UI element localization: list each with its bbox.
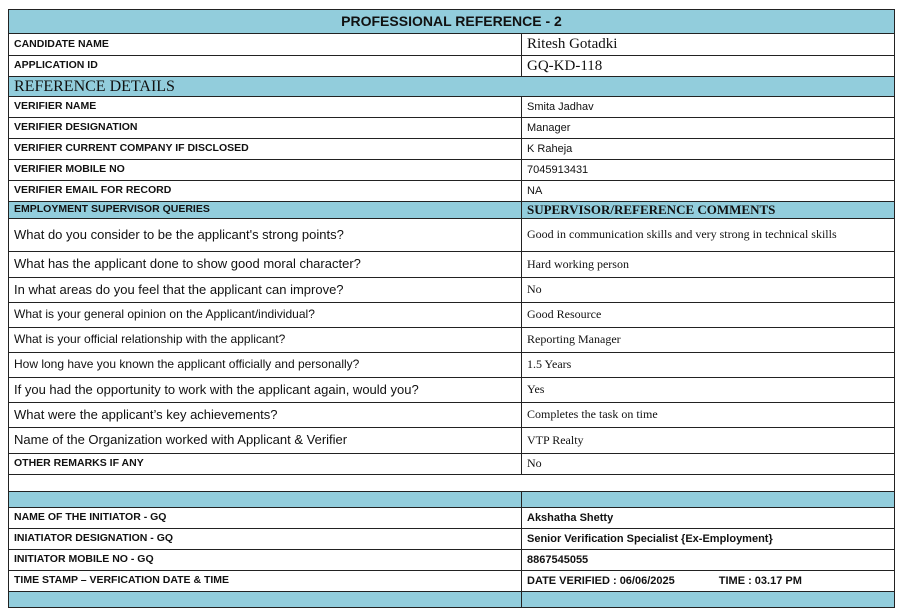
query-answer: Good Resource [522, 303, 895, 328]
time-verified: TIME : 03.17 PM [718, 574, 802, 587]
initiator-label: NAME OF THE INITIATOR - GQ [9, 508, 522, 529]
candidate-name-value: Ritesh Gotadki [522, 34, 895, 56]
spacer-row [9, 475, 895, 492]
initiator-value: Akshatha Shetty [522, 508, 895, 529]
initiator-label: INIATIATOR DESIGNATION - GQ [9, 529, 522, 550]
query-answer: Yes [522, 378, 895, 403]
query-answer: Reporting Manager [522, 328, 895, 353]
query-answer: No [522, 278, 895, 303]
verifier-value: Manager [522, 118, 895, 139]
other-remarks-label: OTHER REMARKS IF ANY [9, 454, 522, 475]
verifier-label: VERIFIER MOBILE NO [9, 160, 522, 181]
verifier-label: VERIFIER CURRENT COMPANY IF DISCLOSED [9, 139, 522, 160]
query-question: What do you consider to be the applicant's strong points? [9, 219, 522, 252]
query-question: What has the applicant done to show good moral character? [9, 252, 522, 278]
blue-divider [9, 592, 522, 608]
reference-details-heading: REFERENCE DETAILS [9, 77, 895, 97]
query-question: If you had the opportunity to work with the applicant again, would you? [9, 378, 522, 403]
verifier-value: 7045913431 [522, 160, 895, 181]
query-answer: Good in communication skills and very strong in technical skills [522, 219, 895, 252]
initiator-value: Senior Verification Specialist {Ex-Employment} [522, 529, 895, 550]
verifier-value: K Raheja [522, 139, 895, 160]
other-remarks-value: No [522, 454, 895, 475]
query-answer: Hard working person [522, 252, 895, 278]
form-title: PROFESSIONAL REFERENCE - 2 [9, 10, 895, 34]
query-question: How long have you known the applicant officially and personally? [9, 353, 522, 378]
queries-header: EMPLOYMENT SUPERVISOR QUERIES [9, 202, 522, 219]
query-question: What is your official relationship with the applicant? [9, 328, 522, 353]
verifier-value: NA [522, 181, 895, 202]
application-id-value: GQ-KD-118 [522, 56, 895, 77]
verifier-label: VERIFIER NAME [9, 97, 522, 118]
blue-divider [522, 592, 895, 608]
query-question: What is your general opinion on the Applicant/individual? [9, 303, 522, 328]
query-answer: 1.5 Years [522, 353, 895, 378]
query-answer: VTP Realty [522, 428, 895, 454]
query-question: In what areas do you feel that the applicant can improve? [9, 278, 522, 303]
blue-divider [9, 492, 522, 508]
candidate-name-label: CANDIDATE NAME [9, 34, 522, 56]
professional-reference-table [8, 9, 895, 608]
comments-header: SUPERVISOR/REFERENCE COMMENTS [522, 202, 895, 219]
verifier-value: Smita Jadhav [522, 97, 895, 118]
verifier-label: VERIFIER DESIGNATION [9, 118, 522, 139]
verifier-label: VERIFIER EMAIL FOR RECORD [9, 181, 522, 202]
initiator-label: INITIATOR MOBILE NO - GQ [9, 550, 522, 571]
query-question: Name of the Organization worked with Applicant & Verifier [9, 428, 522, 454]
query-question: What were the applicant’s key achievements? [9, 403, 522, 428]
blue-divider [522, 492, 895, 508]
query-answer: Completes the task on time [522, 403, 895, 428]
application-id-label: APPLICATION ID [9, 56, 522, 77]
date-verified: DATE VERIFIED : 06/06/2025 [527, 574, 675, 587]
initiator-value: 8867545055 [522, 550, 895, 571]
timestamp-label: TIME STAMP – VERFICATION DATE & TIME [9, 571, 522, 592]
